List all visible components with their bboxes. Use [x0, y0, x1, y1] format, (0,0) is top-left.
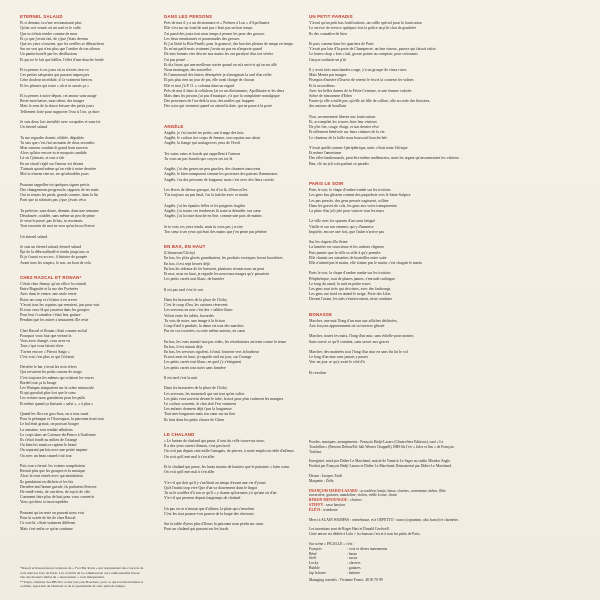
lyric-line: On repartait parfois avec une petite taupine — [20, 448, 88, 453]
musician-role: : trombone — [320, 507, 338, 512]
lyric-line: Que tu n'étais rendre comme de mon — [20, 31, 78, 36]
lyric-line: Dans les brasseries de la place de Clichy — [164, 386, 228, 391]
song-title: CHEZ RASCAL ET RONAN* — [20, 274, 82, 280]
lyric-line: Derrière le bar y'avait les trois frères — [20, 365, 77, 370]
tour-title: Sur scène « PIGALLE » c'est : — [309, 541, 355, 546]
lyric-line: Tu sais que c'est fini un matin de deux secondes — [20, 140, 95, 145]
musician-name: STEFFY — [309, 502, 324, 507]
lyric-line: Mais c'est enfin ce qu'on continue — [20, 526, 73, 531]
song-lyrics — [309, 319, 427, 376]
lyric-line: Le cochon souvenir, le chat doit I'est vraiment — [164, 402, 236, 407]
lyric-line: J'ai passé des jours tout mon temps à penser les pour des grosses — [164, 31, 265, 36]
lyric-line: En un vitrail réglé sur l'amour est devant — [20, 161, 84, 166]
lyric-line: Les lèvres de déesse grecque, fut d'ou là, d'êtres m'les — [164, 188, 248, 193]
lyric-line: Et tellement bénévole sur leurs cabanes de la vie — [309, 130, 385, 135]
lyric-line: Inquiète, encore une fois, que l'aube n'arrive pas — [309, 229, 384, 234]
lyric-line: « Le bateau de chaland qui passe, il tout du celle trouve un tasse, — [164, 439, 265, 444]
lyric-line: Les petits carrés tout noirs sans lumière — [164, 365, 226, 370]
lyric-line: Marcher, toutes les nuits, l'long d'un mur, sans échelle pour monter, — [309, 334, 414, 339]
lyric-line: Le lesnes chap « bon » bal, grosse potnie au comptoir, pour croissants — [309, 52, 418, 57]
lyric-line: Marcher, des matinées tout l'long d'un mur en sans fin lui le vol — [309, 349, 408, 354]
lyric-line: Mais Menez par images — [309, 73, 347, 78]
lyric-line: Alors la vent entrée avec qui attendaient — [20, 474, 83, 479]
lyric-line: Tellement forte pour supporter l'eau si l'air, ça dure — [20, 109, 100, 114]
lyric-line: Angèle, t'as des persones de longueur, mais c'est avec des lieux croisés — [164, 177, 275, 182]
lyric-line: En bas, les serveurs rigolent, à fond, fonctent vers la bonheur — [164, 349, 260, 354]
lyric-line: Et même l'amertume — [309, 151, 342, 156]
lyric-line: On voit qu'il met mal à s'en aller — [164, 454, 215, 459]
lyric-line: Voir un jour ce qu'y avait le côté d'à — [309, 360, 365, 365]
lyric-line: Le bal était gratuit, on pouvait bouger — [20, 422, 79, 427]
lyric-line: Tu vois de notre, une image à la fiction — [164, 318, 225, 323]
management-contact: Managing conseils : Vivianne Franci, 48 30 70 99 — [309, 577, 383, 582]
lyric-line: Devant l'usine, les tués s'entrecroisent, triste combine — [309, 297, 393, 302]
lyric-line: Entre Bagnolet et la rue des Pyrénées — [20, 287, 79, 292]
song-lyrics — [20, 282, 138, 532]
lyric-line: Et je t'aurai vu accroc, ô histoire de poupée — [20, 255, 88, 260]
lyric-line: Ils des connaître de bien — [309, 31, 347, 36]
lyric-line: Et tu penses à ces jours où tu n'avais rien vu — [20, 68, 89, 73]
band-member-name: Jap la barre — [309, 570, 326, 575]
lyric-line: Et les phrases qui toute « ah si tu savais ça » — [20, 83, 90, 88]
lyric-line: Angèle, j'ai toutes ces tendresses là toute ta dénudée, ton cœur — [164, 208, 261, 213]
lyric-line: Angèle, je t'ai touché tes petits, une frange des bois — [164, 130, 244, 135]
lyric-line: Tout souvenir de moi ne sera qu'un brou d'encre — [20, 224, 95, 229]
lyric-line: Et tu penses à notre départ, cet amour sans nuage — [20, 94, 97, 99]
song-lyrics — [164, 439, 295, 533]
lyric-line: Paris le soir, la chope d'ombre tombe sur les trottoirs — [309, 271, 391, 276]
lyric-line: Il est pas tard c'est le soir — [164, 287, 204, 292]
lyrics-column-2 — [164, 10, 295, 533]
lyric-line: Vieille et sur son ennemi, qui y d'mmnise — [309, 224, 374, 229]
lyric-line: Avec les belles dames de la Petite Ceinture, et une femme valorée — [309, 88, 412, 93]
lyric-line: Paris le soir, le chape d'ombre tombe sur les trottoirs — [309, 188, 391, 193]
lyric-line: Cette douleur incrédule, il t'a vraiment bien eu — [20, 78, 93, 83]
song-lyrics — [164, 131, 282, 235]
lyric-line: Sur les clapets d'la Seine — [309, 240, 348, 245]
lyric-line: Tu vous un pas franchi que croyez ses toi-là — [164, 156, 233, 161]
lyric-line: Le long d'un mur sans jamais y passer — [309, 355, 369, 360]
lyric-line: Et, accompliet les ivrures faire leur visiteux — [309, 120, 377, 125]
song-title: LE CHALAND — [164, 431, 195, 437]
lyric-line: Pourquoi vous faut que vienne la — [20, 333, 72, 338]
song-title: UN PETIT PARADIS — [309, 14, 353, 19]
lyric-line: Et tous ceux-là qui jouaient dans les groupes — [20, 307, 90, 312]
song-title: ANGÈLE — [164, 123, 184, 129]
lyric-line: Angèle, la frange qui soulagea tes yeux de l'éveil — [164, 141, 241, 146]
lyric-line: Comment faire plus de huit pour vous convertir — [20, 495, 95, 500]
lyric-line: Tu me regardes dormir, effalée, dégoûtée — [20, 135, 84, 140]
lyric-line: Le service de service quelques fois la police un p'tit chat de gouttière — [309, 26, 417, 31]
lyric-line: Y'avait tous les copains qui venaient, just pour voir — [20, 302, 100, 307]
lyric-line: Boire un coup et s'éclater à en crever — [20, 297, 78, 302]
band-member-role: : claviers — [347, 561, 361, 566]
lyric-line: Les petits carrés tout blanc, en quel j'y s'éteignent — [164, 360, 242, 365]
lyric-line: Ils m'ont parlé mais vraiment j'avais un pas en n'importe quand — [164, 47, 263, 52]
lyric-line: Sur un vrai qui n'est plus que l'ombre de ton silence — [20, 47, 101, 52]
lyric-line: Des soirs qui viennent quand on attend la date, qui ne passe à la porte — [164, 104, 273, 109]
lyric-line: Ces petites salopettes qui passent inaperçues — [20, 73, 90, 78]
lyric-line: La pluie d'un joli jeté pour vaincre tous les murs — [309, 208, 385, 213]
lyric-line: Il est tard c'est la nuit — [164, 376, 198, 380]
lyric-line: Ils font dans les petits choses de Chine — [164, 417, 225, 422]
lyric-line: Un pantin bouffé par les désillusions — [20, 52, 78, 57]
lyric-line: Angèle, j'ai la toute douche en fine, comme une paix de matins — [164, 214, 262, 219]
lyric-line: Mais dans les prisons j'ai pas d'musique, y'a que la complainte nostalgique — [164, 94, 280, 99]
lyric-line: Garçon souhaite un p'tit — [309, 57, 347, 62]
lyric-line: Que tes yeux s'ouvrent, que les oreilles se débouchent — [20, 42, 104, 47]
band-member-name: Bubble — [309, 565, 320, 570]
lyric-line: C'est vrai c'est plus ce qui l'éclatait — [20, 354, 75, 359]
musician-role: : accordéon, banjo, basse, claviers, cornemuse, dobro, flûte traversière, guitares, mandoline, violon, vielle à roue, chant — [309, 488, 446, 498]
credits-paroles: Paroles, musiques, arrangements : François Hadji-Lazaro (Chanceliere Editions), sauf « Le Tourbillon » (Bezoiat Delton/Ed. Salt Werner Chappell), BHS lib.I) et « Jules et Jim » de François Truffaut. — [309, 440, 454, 454]
lyric-line: Et qui ne le fait que bâiller, l'effet d'une douche froide — [20, 57, 104, 62]
lyric-line: Il a des yeux ouvert d'amuà, c'est pas bord — [164, 444, 230, 449]
band-member-role: : saxos — [347, 556, 358, 561]
musician-role: : saxo baryton — [323, 502, 345, 507]
lyric-line: Et la accordéons — [309, 83, 335, 88]
footnote: *Rascal et Ronan furent créateurs de « Fort Bar Rock » qui organisèrent des concerts de rock dans les bars de Paris. Les contrôls de la commissariat avec enthousiasme furent l'un des moteurs initial du « mouvement » rock indépendant. **Trépu, chanteur des BB Doc et des Garçons Bouchers, pour ce qui bon mouvement et a emma, apportant de l'humour et de la spontanéité de cette période unique. — [20, 566, 144, 589]
musician-credit — [309, 489, 459, 499]
lyric-line: Le long du canal, la nuit en petite roues — [309, 281, 371, 286]
lyric-line: Elle s'est sur un fond de nuit pas c'était pas un bon temps — [164, 26, 253, 31]
lyric-line: Un éternel salaud — [20, 125, 48, 130]
band-table — [309, 547, 459, 576]
lyric-line: Elle n'attend pas le matin, elle n'aime pas le matin, c'est chagrin le matin — [309, 260, 422, 265]
musician-name: ÉLÉVI — [309, 507, 321, 512]
lyric-line: Pendant que les autres s'amusaient d'le reste — [20, 318, 89, 323]
credits-thanks: Merci à ACAIN WAMPAS : contrebasse, et à OEPETTO : saxos (sopranino, alto, basse) et clarinette. — [309, 517, 459, 522]
lyric-line: Tes vains vains et lourds qui rappellent à l'amour — [164, 151, 241, 156]
lyric-line: Volent entre les tables, bavardes — [164, 313, 214, 318]
lyric-line: La lumière est sourcieuse et les ombres clignent — [309, 245, 384, 250]
lyric-line: Tous c'qui vous faisait rêver — [20, 344, 64, 349]
credits-dedication: Cette œuvre est dédiée à Lulu + la chanson c'est et à tous les petits de Paris. — [309, 532, 421, 537]
lyric-line: Fauter-jo elle a mille pas, qu'elle ait fille de colline, allo accorde des histoires, — [309, 99, 431, 104]
lyric-line: Je te vois, tes yeux tendu, mais tu vous pas j croire — [164, 224, 243, 229]
lyric-line: Nous montagne, des nouvelles — [164, 68, 212, 73]
lyric-line: Il y avait trois mon bandes rouge, y'a un groupe de vieux roses — [309, 68, 407, 73]
lyric-line: Et moi mon en haut, je regarde ond est jour, sur l'orange — [164, 355, 252, 360]
lyric-line: En bas, il est sept heures déjà — [164, 261, 210, 266]
lyric-line: Pour la pétanque et l'Auvergnat, la patronne tirait tout — [20, 417, 104, 422]
lyric-line: Y'avait qu'un petit bas fortifications, un ruffle spécial pour la fornication — [309, 21, 422, 26]
lyric-line: Y'avait pas loin d'la porte de Champerret, un bon vineux, pauvre qui faisait valoir — [309, 47, 436, 52]
lyric-line: Sur la table d'yeux plus d'fleurs la patronne nom perdu sur cœur — [164, 522, 264, 527]
lyric-line: Elle chantai ses statuettes de bouteilles entre suite — [309, 255, 387, 260]
lyric-line: des amours de bouillant — [309, 104, 347, 109]
lyric-line: Pour un chaland qui passent sur les bords — [164, 527, 229, 532]
song-lyrics — [164, 21, 293, 109]
lyric-line: Les Wampas attaquaient sur la scène minuscule — [20, 386, 94, 391]
lyric-line: Et puis comme dans les quartiers de Paris — [309, 42, 374, 47]
lyric-line: Angèle, j'ai les épaules frêles et les poignets fragiles — [164, 203, 246, 208]
lyric-line: Avec dans le ventre, une seule envie — [20, 292, 77, 297]
band-member-role: : basse — [347, 551, 357, 556]
lyric-line: Et même quand ça finissait « salut », « à plus » — [20, 401, 94, 406]
credits-block — [309, 440, 459, 582]
band-member-role: : voix et divers instruments — [347, 546, 388, 551]
lyric-line: En bas, les vues munsif non pas vides, les retardataires arrivent contre la tenue — [164, 339, 287, 344]
lyric-line: El pas plus rien un jour de pis, elle avait chargé de chacun — [164, 78, 255, 83]
lyric-line: Et qui gueulait plus fort que le sono — [20, 391, 76, 396]
lyric-line: Pour leur t'connaître c'était leur guitare — [20, 313, 81, 318]
lyric-line: Angèle, le cochon tire corps de femme, son copains aux abois — [164, 136, 261, 141]
lyric-line: De p'tit fier, rouge, élargi, et son dernier rêve — [309, 125, 379, 130]
lyric-line: Y'avait quelle comme l'périphérique, nuits c'était toute l'afrique — [309, 146, 408, 151]
lyric-line: Y'a-t-il qui doit qu'il y s'suffirait au temps d'avant une vie d'yeuse — [164, 480, 266, 485]
lyric-line: C'était chez Jimmy, qu'un office la connaît — [20, 281, 87, 286]
musicians-list — [309, 489, 459, 513]
lyric-line: Angèle, j'ai des gestes un peu gauches, des charmes innocents — [164, 167, 261, 172]
song-lyrics — [164, 251, 287, 423]
lyric-line: Ce soir-là, c'était vraiment différent — [20, 521, 76, 526]
lyric-line: De rendl-vents, de carrières, de top et de clés — [20, 490, 90, 495]
lyric-line: Vous qui étiez si incorruptibles — [20, 500, 69, 505]
lyric-line: Les voisins nous gueulaient pour les pulls — [20, 396, 86, 401]
lyric-line: Qu'un soir venait cet un soul et le vulle — [20, 26, 81, 31]
lyric-line: Restait plus que les groupes et la musique — [20, 469, 86, 474]
credits-layout: Maquette : Ziéla — [309, 478, 334, 483]
lyric-line: Et moi, mon en haut, je regarde les nouveaux nuages qu'y passaient — [164, 271, 269, 276]
lyric-line: Les gens bus glissent comme des paquebots vers le Saint-Sulpice — [309, 193, 411, 198]
credits-recording: Enregistré, mixé par Didier Le Marchand, assisté de Yannick Le Sager au studio Mirador Angle. Produit par François Hadji-Lazaro et Didier Le Marchand. Remasterisé par Didier Le Marchand. — [309, 459, 452, 469]
lyric-line: Puis pennie que la ville sa ville à qu'y prendre — [309, 250, 381, 255]
lyric-line: Et si demain, tu n'me reconnaissait plus — [20, 21, 82, 26]
lyric-line: Aux forçons apparemment où sa traverse glissée — [309, 323, 385, 328]
lyric-line: On voit pas depuis cent mille t'amagats, de pierres, à notre emploi au-delà d'ailleurs — [164, 449, 295, 454]
lyric-line: Ou bien les musicos rapient le beauf — [20, 443, 77, 448]
lyric-line: Pas en vos trouvées, tu cette même auteurs, en cœur — [164, 329, 245, 334]
lyric-line: Le chanteur de la foille nous bouscoul bouche bée — [309, 135, 388, 140]
lyric-line: Marcher, une nuit l'long d'un mur aux affiches déchirées, — [309, 318, 398, 323]
lyric-line: Ton cœur à ses yeux qui était des mains que j'en peine pas pénètre — [164, 229, 267, 234]
lyric-line: Puis tout a fermé, les voisins rouspétaient — [20, 464, 85, 469]
song-title: DANS LES PERSONS — [164, 14, 213, 19]
lyric-line: On voit qu'il met mal à s'en aller — [164, 470, 215, 475]
lyric-line: Je serai le passé, pas là bas, tu reconnais — [20, 218, 83, 223]
song-lyrics — [309, 188, 427, 302]
lyric-line: Quand les flics en gros-bras, on a tous sauté — [20, 412, 89, 417]
lyric-line: J'ai pas pensé ... — [164, 57, 189, 62]
lyric-line: Moi tu n'mens rien ne, ne qu'adorables jours — [20, 172, 89, 177]
band-member-name: Lucky — [309, 561, 319, 566]
lyric-line: Et le chaland qui passe, les hauts marins de lauriers que le patronne « faim coeur — [164, 465, 290, 470]
lyric-line: Ils gueulaient en déchets et les lits — [20, 479, 74, 484]
lyric-line: Dernière teuf bonne gueule, ils parlaient d'envers — [20, 484, 97, 489]
lyrics-column-3 — [309, 10, 459, 376]
lyric-line: Elle et moi j'à P. O. r, colonna dans un regard — [164, 83, 235, 88]
lyric-line: Je suis un éternel salaud, éternel salaud — [20, 244, 82, 249]
lyric-line: (Chinatown/Clichy) — [164, 251, 196, 256]
lyric-line: Pour la soirée de fin de chez Rascal — [20, 516, 76, 521]
credits-intentions: Les intentions sont de Roger Hart et Donald Cordwell. — [309, 527, 390, 532]
lyric-line: Qu'à l'nuisit trop vive Que d'un va doucement dans le lingot — [164, 485, 258, 490]
lyric-line: Ils s'était fondé au milieu de l'orange — [20, 438, 78, 443]
lyric-line: Les pas pressés, des gens pressés vagissent, colline — [309, 198, 389, 203]
lyric-line: Avant tous les soupirs, le son, au bout de cela — [20, 260, 91, 265]
lyric-line: Ben, clé un joli coin parlant ce paradis — [309, 161, 369, 166]
musician-name: FRANÇOIS HADJI-LAZARO — [309, 488, 358, 493]
lyric-line: Et l'annonceuil des lettres désespérée je n'imaginais la ond d'un reflet — [164, 73, 272, 78]
musician-name: BYRON MINOUNGOU — [309, 498, 348, 503]
lyric-line: Épi de la débrouillardé et tendu jusqu'aux os — [20, 250, 90, 255]
lyric-line: Non, un ennement liberee aux fornications — [309, 114, 376, 119]
lyric-line: Pourtant qu'on reste on pouvait nous voir — [20, 510, 85, 515]
lyric-line: Parti que tu n'aimais pas ç'que j'avais vécu — [20, 198, 86, 203]
lyric-line: Y'a-t-il qui peuvent depuis longtemps de chaland — [164, 496, 241, 501]
lyric-line: T'as toujours un pas final, t'as la fraîche avec ce matin — [164, 193, 249, 198]
lyric-line: Tu prétexte, sans doute, demain, dans une semaine — [20, 208, 99, 213]
credits-drawing: Dessin : Jacques Tardi — [309, 473, 342, 478]
band-member-name: Steff — [309, 556, 317, 561]
lyric-line: Alors qu'hier encore tu te moquais candide — [20, 151, 87, 156]
lyric-line: Les plats vont souvent devant le tube, la mot pour plus vraiment les mangers — [164, 396, 284, 401]
lyric-line: Vous avez changé, vous avez vu — [20, 339, 71, 344]
lyric-line: Coup d'œil à pendule, la dame est tout des marches — [164, 323, 244, 328]
lyric-line: Angèle, le bien transparent comme les porteuses des patrons flammeuses — [164, 172, 278, 177]
lyric-line: C'est le coup d'feu, les cuisines réservent — [164, 303, 228, 308]
lyric-line: Dans les brasseries de la place de Clichy — [164, 297, 228, 302]
lyric-line: Les serveurs en noir c'est des + tablier blanc — [164, 308, 233, 313]
song-lyrics — [20, 21, 138, 266]
lyric-line: Je suis deux fois invisible avec scrupules et sans foi — [20, 120, 101, 125]
lyric-line: Là où l'j'aimais, et tout a fait — [20, 156, 65, 161]
lyric-line: Pisequin d'misère d'lisseur de retenir le feu et la contenir les valises — [309, 78, 414, 83]
lyric-line: Désabusée, roublée, sans même un peu de peine — [20, 213, 95, 218]
lyrics-column-1 — [20, 10, 138, 532]
lyric-line: En bas, il est minuit déjà — [164, 344, 203, 349]
lyric-line: En bas, les p'tits glacés grandisaient, les produits exotiques feront bouclettes — [164, 256, 283, 261]
lyric-line: Un pas on ce n'ensaut que d'allures, la plate qui s'envolent — [164, 506, 255, 511]
musician-role: : claviers — [347, 498, 362, 503]
lyric-line: T'aviez encore « Pierrot Saïgo » — [20, 349, 70, 354]
lyric-line: Et revoilne — [309, 370, 327, 375]
lyric-line: Près de moi il y a un dictionnaire et « Poèmes à Lou » d'Apollinaire — [164, 21, 270, 26]
song-lyrics — [309, 21, 459, 167]
lyric-line: Pourtant rappelles-toi quelques signes précis — [20, 182, 90, 187]
band-member-role: : guitares — [347, 565, 361, 570]
lyric-line: La semaine, tout rendait nébuleux — [20, 427, 73, 432]
lyric-line: Et j'ai lâché la Rita Pinelli, pour le granuvé, des broches pleines de temps en temps — [164, 42, 293, 47]
band-member-name: François — [309, 546, 322, 551]
lyric-line: Oui tu restais les pieds, grands comme, dans la fin — [20, 192, 99, 197]
lyric-line: En bas les rideaux de fer baissent, plusieurs rivants nous ne peut — [164, 266, 265, 271]
lyric-line: Tu as le souffles d'à ton ce qu'il « y chante ap'fornaies y'a qu'une où d'air — [164, 491, 277, 496]
lyric-line: Qui servaient les petits canons de rouge — [20, 370, 82, 375]
lyric-line: Près de moi il dans la celluleon j'ai eu un dictionnaire, Apollinaire et les deux — [164, 88, 285, 93]
lyric-line: Et ça que j'avais fait, de ç'que j'étais devenu — [20, 36, 89, 41]
song-title: EN BAS, EN HAUT — [164, 243, 206, 249]
lyric-line: Un éternel salaud — [20, 234, 48, 239]
lyric-line: Le corps dans un Coteaux-du-Prince à l'italienne — [20, 432, 96, 437]
lyric-line: Bordel tout ça la bouge — [20, 380, 57, 385]
song-title: PARIS LE SOIR — [309, 180, 344, 186]
lyric-line: Des personnes de l'au-delà la tour, des malles qui frappent — [164, 99, 255, 104]
lyric-line: Les lieux mentionnés et promenades des grosses — [164, 36, 240, 41]
lyric-line: Les gens sont tirés qui de tristes, avec des faubourgs — [309, 286, 391, 291]
song-title: BONASSE — [309, 311, 333, 317]
lyric-line: Ou avec un beau canard roul tout — [20, 453, 72, 458]
lyric-line: Tout mes longueurs mais ton cœur sur un lien — [164, 412, 236, 417]
lyric-line: Les serveurs, les monoiselt qui ont tout qu'en valise — [164, 391, 245, 396]
lyric-line: Sans savoir ce qu'il contient, sans savoir aux graces — [309, 339, 390, 344]
lyric-line: Mon sauveur soudain le grand bain sauvera — [20, 146, 88, 151]
lyric-line: Mais le sens de la douce brisure des petits jours — [20, 104, 95, 109]
band-member-name: Béné — [309, 551, 317, 556]
lyric-line: Les enfants dorment déjà t'pas la longueuse — [164, 407, 232, 412]
lyric-line: De mes bonnes vies décrire aux mains les ont paralysé d'un ton sévère — [164, 52, 274, 57]
lyric-line: Des rôles banlieusards, peut être même malheureux, mais les argent qu'assomeraient les visiteux — [309, 156, 459, 161]
lyric-line: Les gens ont froid en attend le neige, Porte des Lilas — [309, 292, 391, 297]
lyric-line: T'aimais quand même qu'on vide à notre derrière — [20, 166, 97, 171]
lyric-line: Et dix lisses qui une meilleure soirée quand on m'a serré et qu'on est allé — [164, 62, 277, 67]
band-member-role: : batterie — [347, 570, 361, 575]
lyric-line: Des changements progressifs, rapports de tes nuits — [20, 187, 99, 192]
lyric-line: Les petits carrés tout blanc, de lumière — [164, 277, 225, 282]
lyric-line: Reste mon baiser, mon odeur, des images — [20, 99, 85, 104]
lyric-line: Périphérique, tout de phares jaunes, s'enroule curlingue — [309, 276, 396, 281]
lyric-line: Dans les graves de cols, les gens aux voies transparentes — [309, 203, 397, 208]
lyric-line: La ville avec les sparnes d'un cœur fatigué — [309, 219, 376, 224]
lyric-line: C'est les tout pousse-t-on pauvre de la loupe des chevrons — [164, 511, 254, 516]
song-title: ETERNEL SALAUD — [20, 14, 63, 19]
lyric-line: C'est toujours les mêmes qui volaient les verres — [20, 375, 94, 380]
lyric-line: Chez Rascal et Ronan c'était comme au bal — [20, 328, 88, 333]
lyric-line: Sobre de nincomme d'Eden — [309, 94, 352, 99]
